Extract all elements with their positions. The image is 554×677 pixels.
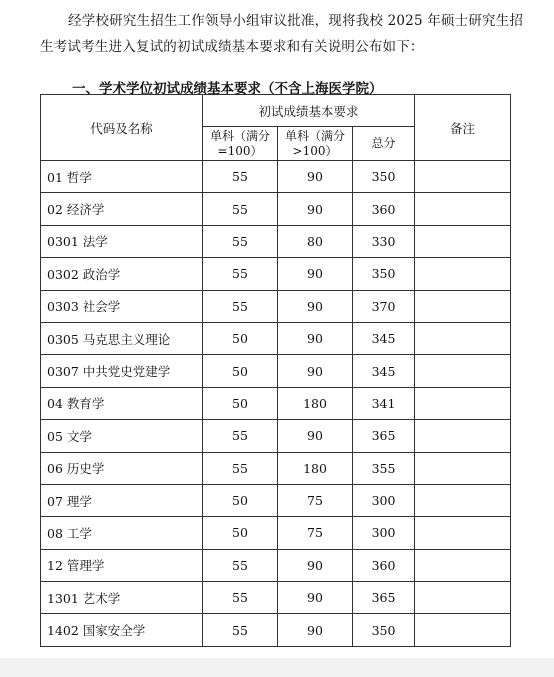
score-requirements-table <box>40 94 511 647</box>
intro-line-2: 生考试考生进入复试的初试成绩基本要求和有关说明公布如下： <box>40 39 424 55</box>
cell-note <box>415 161 511 193</box>
cell-note <box>415 387 511 419</box>
cell-single-100: 50 <box>203 322 278 354</box>
cell-single-gt100: 90 <box>278 258 353 290</box>
table-row <box>41 225 511 257</box>
table-row <box>41 290 511 322</box>
cell-note <box>415 258 511 290</box>
cell-note <box>415 614 511 646</box>
cell-code-name: 07 理学 <box>41 484 203 516</box>
cell-code-name: 0303 社会学 <box>41 290 203 322</box>
cell-single-gt100: 90 <box>278 549 353 581</box>
cell-single-gt100: 180 <box>278 387 353 419</box>
cell-code-name: 0302 政治学 <box>41 258 203 290</box>
cell-single-100: 55 <box>203 549 278 581</box>
cell-single-100: 55 <box>203 582 278 614</box>
table-row <box>41 614 511 646</box>
cell-single-gt100: 90 <box>278 355 353 387</box>
table-row <box>41 193 511 225</box>
cell-note <box>415 290 511 322</box>
table-row <box>41 549 511 581</box>
cell-single-gt100: 80 <box>278 225 353 257</box>
cell-code-name: 0301 法学 <box>41 225 203 257</box>
cell-note <box>415 225 511 257</box>
header-single-100: 单科（满分=100） <box>203 127 278 161</box>
table-row <box>41 258 511 290</box>
cell-total: 300 <box>353 517 415 549</box>
cell-single-gt100: 75 <box>278 484 353 516</box>
cell-code-name: 05 文学 <box>41 420 203 452</box>
cell-note <box>415 582 511 614</box>
header-single-gt100: 单科（满分>100） <box>278 127 353 161</box>
cell-single-100: 50 <box>203 355 278 387</box>
cell-code-name: 08 工学 <box>41 517 203 549</box>
cell-code-name: 12 管理学 <box>41 549 203 581</box>
cell-total: 360 <box>353 193 415 225</box>
cell-single-gt100: 90 <box>278 193 353 225</box>
cell-total: 360 <box>353 549 415 581</box>
cell-single-100: 55 <box>203 420 278 452</box>
cell-total: 350 <box>353 161 415 193</box>
intro-line-1: 经学校研究生招生工作领导小组审议批准，现将我校 2025 年硕士研究生招 <box>68 13 524 29</box>
cell-code-name: 1301 艺术学 <box>41 582 203 614</box>
cell-total: 341 <box>353 387 415 419</box>
cell-total: 350 <box>353 614 415 646</box>
cell-note <box>415 549 511 581</box>
cell-single-100: 50 <box>203 517 278 549</box>
cell-note <box>415 193 511 225</box>
cell-note <box>415 322 511 354</box>
header-score-group: 初试成绩基本要求 <box>203 95 415 127</box>
cell-single-gt100: 75 <box>278 517 353 549</box>
table-row <box>41 452 511 484</box>
cell-total: 355 <box>353 452 415 484</box>
cell-single-gt100: 90 <box>278 161 353 193</box>
cell-code-name: 0305 马克思主义理论 <box>41 322 203 354</box>
cell-code-name: 0307 中共党史党建学 <box>41 355 203 387</box>
cell-code-name: 04 教育学 <box>41 387 203 419</box>
intro-paragraph <box>40 8 545 60</box>
cell-single-gt100: 90 <box>278 420 353 452</box>
cell-total: 330 <box>353 225 415 257</box>
table-row <box>41 420 511 452</box>
header-total: 总分 <box>353 127 415 161</box>
cell-total: 345 <box>353 322 415 354</box>
cell-single-100: 55 <box>203 258 278 290</box>
cell-single-gt100: 90 <box>278 290 353 322</box>
table-row <box>41 355 511 387</box>
table-row <box>41 387 511 419</box>
cell-single-100: 55 <box>203 225 278 257</box>
cell-code-name: 1402 国家安全学 <box>41 614 203 646</box>
section-title: 一、学术学位初试成绩基本要求（不含上海医学院） <box>72 81 383 97</box>
cell-code-name: 02 经济学 <box>41 193 203 225</box>
cell-single-gt100: 180 <box>278 452 353 484</box>
cell-single-100: 50 <box>203 387 278 419</box>
cell-single-100: 55 <box>203 193 278 225</box>
cell-total: 300 <box>353 484 415 516</box>
cell-total: 365 <box>353 582 415 614</box>
cell-single-100: 55 <box>203 614 278 646</box>
cell-note <box>415 420 511 452</box>
cell-single-gt100: 90 <box>278 582 353 614</box>
cell-code-name: 01 哲学 <box>41 161 203 193</box>
cell-single-100: 55 <box>203 161 278 193</box>
page-bottom-strip <box>0 658 554 677</box>
cell-single-100: 55 <box>203 290 278 322</box>
cell-total: 365 <box>353 420 415 452</box>
cell-single-gt100: 90 <box>278 614 353 646</box>
cell-note <box>415 517 511 549</box>
header-note: 备注 <box>415 95 511 161</box>
cell-single-100: 50 <box>203 484 278 516</box>
cell-single-100: 55 <box>203 452 278 484</box>
header-code-name: 代码及名称 <box>41 95 203 161</box>
table-row <box>41 517 511 549</box>
cell-single-gt100: 90 <box>278 322 353 354</box>
cell-note <box>415 355 511 387</box>
table-row <box>41 582 511 614</box>
cell-note <box>415 452 511 484</box>
cell-total: 370 <box>353 290 415 322</box>
cell-note <box>415 484 511 516</box>
table-row <box>41 322 511 354</box>
table-row <box>41 161 511 193</box>
cell-total: 345 <box>353 355 415 387</box>
table-row <box>41 484 511 516</box>
cell-code-name: 06 历史学 <box>41 452 203 484</box>
cell-total: 350 <box>353 258 415 290</box>
